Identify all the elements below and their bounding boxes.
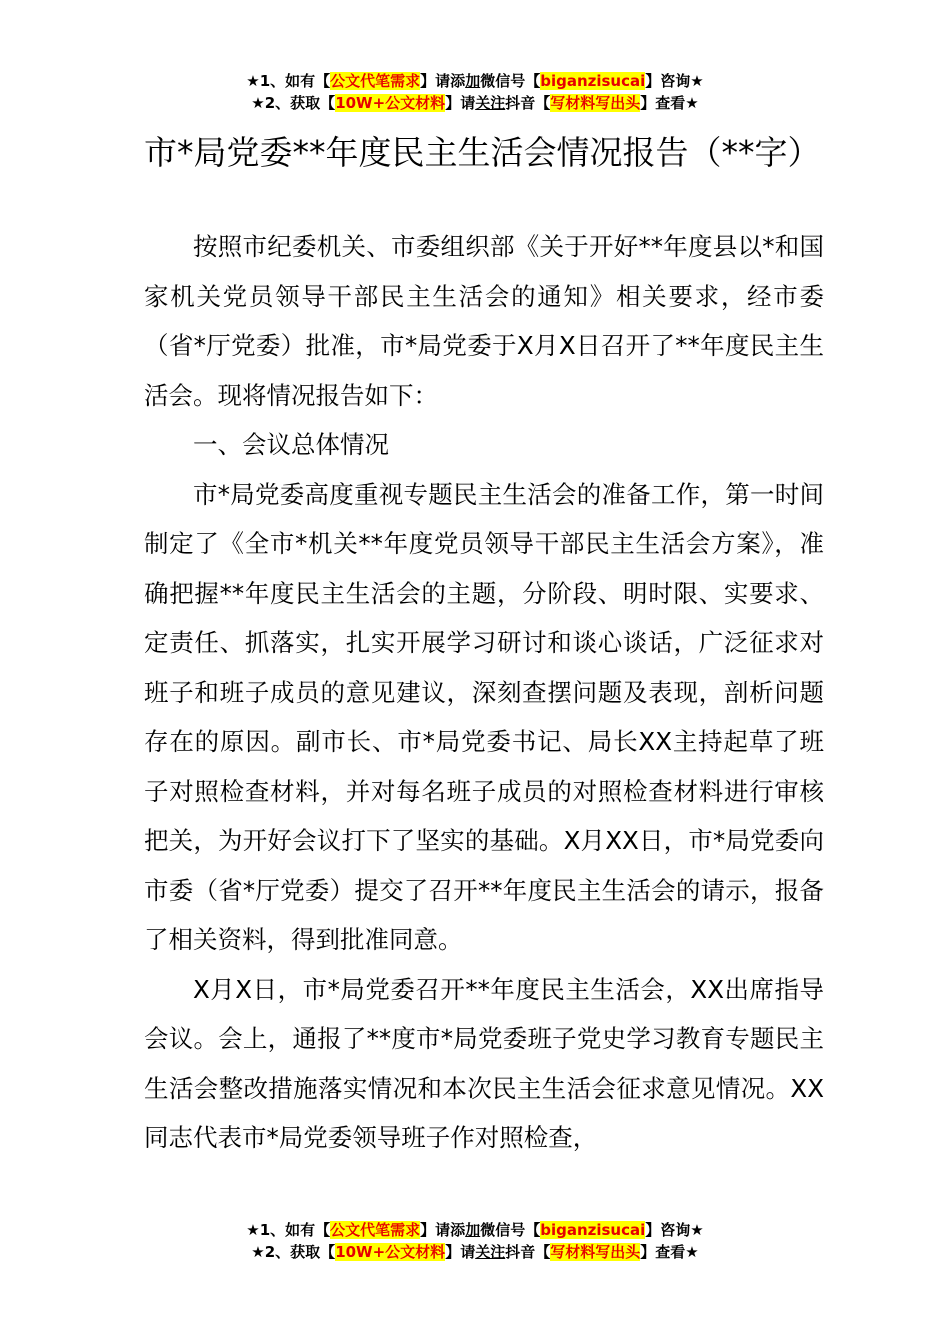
promo-emphasis: 加	[465, 1221, 481, 1239]
promo-text: 微信号【	[480, 1221, 541, 1239]
promo-emphasis: 关注	[475, 1243, 506, 1261]
promo-douyin-id: 写材料写出头	[550, 1243, 641, 1261]
promo-highlight: 10W+公文材料	[335, 1243, 446, 1261]
promo-text: 】咨询★	[645, 1221, 704, 1239]
promo-text: 】查看★	[640, 94, 699, 112]
promo-douyin-id: 写材料写出头	[550, 94, 641, 112]
promo-line-2	[0, 92, 950, 114]
paragraph-intro: 按照市纪委机关、市委组织部《关于开好**年度县以*和国家机关党员领导干部民主生活会的通知》相关要求，经市委（省*厅党委）批准，市*局党委于X月X日召开了**年度民主生活会。现将情况报告如下：	[144, 232, 824, 410]
promo-text: 】查看★	[640, 1243, 699, 1261]
promo-text: 抖音【	[505, 1243, 551, 1261]
promo-text: 】请	[445, 94, 476, 112]
promo-banner-top	[0, 70, 950, 114]
promo-wechat-id: biganzisucai	[540, 72, 646, 90]
promo-text: ★2、获取【	[251, 1243, 336, 1261]
document-title: 市*局党委**年度民主生活会情况报告（**字）	[144, 133, 821, 172]
promo-text: 微信号【	[480, 72, 541, 90]
promo-highlight: 公文代笔需求	[330, 72, 421, 90]
promo-text: 抖音【	[505, 94, 551, 112]
promo-banner-bottom	[0, 1219, 950, 1263]
promo-emphasis: 加	[465, 72, 481, 90]
promo-text: ★1、如有【	[246, 1221, 331, 1239]
promo-line-1	[0, 70, 950, 92]
promo-text: ★2、获取【	[251, 94, 336, 112]
promo-line-1	[0, 1219, 950, 1241]
promo-text: 】请添	[420, 1221, 466, 1239]
promo-highlight: 公文代笔需求	[330, 1221, 421, 1239]
promo-highlight: 10W+公文材料	[335, 94, 446, 112]
promo-emphasis: 关注	[475, 94, 506, 112]
promo-text: ★1、如有【	[246, 72, 331, 90]
paragraph-meeting: X月X日，市*局党委召开**年度民主生活会，XX出席指导会议。会上，通报了**度市*局党委班子党史学习教育专题民主生活会整改措施落实情况和本次民主生活会征求意见情况。XX同志代表市*局党委领导班子作对照检查，	[144, 974, 824, 1152]
paragraph-preparation: 市*局党委高度重视专题民主生活会的准备工作，第一时间制定了《全市*机关**年度党员领导干部民主生活会方案》，准确把握**年度民主生活会的主题，分阶段、明时限、实要求、定责任、抓落实，扎实开展学习研讨和谈心谈话，广泛征求对班子和班子成员的意见建议，深刻查摆问题及表现，剖析问题存在的原因。副市长、市*局党委书记、局长XX主持起草了班子对照检查材料，并对每名班子成员的对照检查材料进行审核把关，为开好会议打下了坚实的基础。X月XX日，市*局党委向市委（省*厅党委）提交了召开**年度民主生活会的请示，报备了相关资料，得到批准同意。	[144, 479, 824, 954]
promo-text: 】咨询★	[645, 72, 704, 90]
promo-wechat-id: biganzisucai	[540, 1221, 646, 1239]
promo-line-2	[0, 1241, 950, 1263]
document-body	[144, 222, 824, 1163]
section-heading: 一、会议总体情况	[193, 430, 389, 459]
promo-text: 】请	[445, 1243, 476, 1261]
promo-text: 】请添	[420, 72, 466, 90]
